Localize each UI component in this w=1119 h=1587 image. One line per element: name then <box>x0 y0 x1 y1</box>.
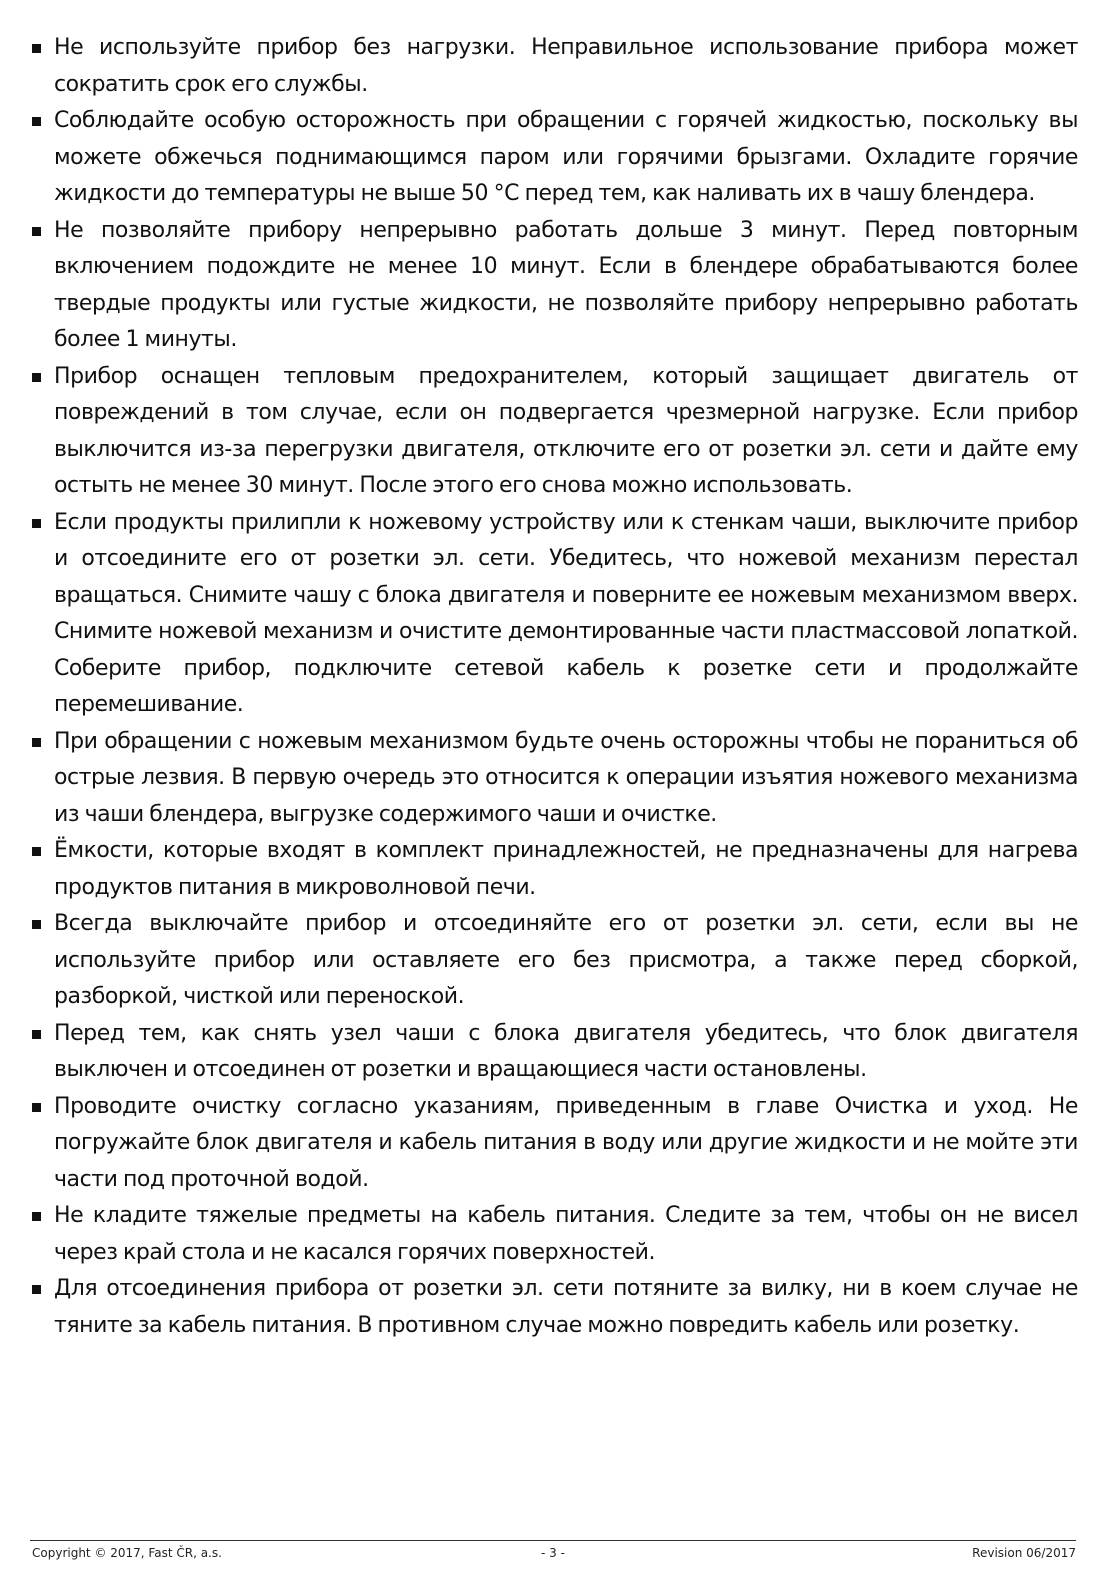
instruction-text: Если продукты прилипли к ножевому устройству или к стенкам чаши, выключите прибор и отсоедините его от розетки эл. сети. Убедитесь, что ножевой механизм перестал вращаться. Снимите чашу с блока двигателя и поверните ее ножевым механизмом вверх. Снимите ножевой механизм и очистите демонтированные части пластмассовой лопаткой. Соберите прибор, подключите сетевой кабель к розетке сети и продолжайте перемешивание. <box>54 509 1078 717</box>
square-bullet-icon <box>32 227 41 236</box>
instruction-text: Прибор оснащен тепловым предохранителем, который защищает двигатель от повреждений в том случае, если он подвергается чрезмерной нагрузке. Если прибор выключится из-за перегрузки двигателя, отключите его от розетки эл. сети и дайте ему остыть не менее 30 минут. После этого его снова можно использовать. <box>54 363 1078 498</box>
instruction-item <box>30 1089 1078 1199</box>
square-bullet-icon <box>32 117 41 126</box>
instruction-text: Для отсоединения прибора от розетки эл. сети потяните за вилку, ни в коем случае не тяните за кабель питания. В противном случае можно повредить кабель или розетку. <box>54 1276 1078 1338</box>
instruction-item <box>30 505 1078 724</box>
square-bullet-icon <box>32 373 41 382</box>
footer-revision: Revision 06/2017 <box>972 1546 1076 1560</box>
instruction-text: Не кладите тяжелые предметы на кабель питания. Следите за тем, чтобы он не висел через край стола и не касался горячих поверхностей. <box>54 1203 1078 1265</box>
instruction-item <box>30 1198 1078 1271</box>
square-bullet-icon <box>32 1030 41 1039</box>
footer-copyright: Copyright © 2017, Fast ČR, a.s. <box>32 1546 222 1560</box>
instruction-item <box>30 724 1078 834</box>
instruction-text: При обращении с ножевым механизмом будьте очень осторожны чтобы не пораниться об острые лезвия. В первую очередь это относится к операции изъятия ножевого механизма из чаши блендера, выгрузке содержимого чаши и очистке. <box>54 728 1078 827</box>
instruction-item <box>30 103 1078 213</box>
instruction-list <box>30 30 1078 1344</box>
instruction-text: Проводите очистку согласно указаниям, приведенным в главе Очистка и уход. Не погружайте блок двигателя и кабель питания в воду или другие жидкости и не мойте эти части под проточной водой. <box>54 1093 1078 1192</box>
instruction-text: Не используйте прибор без нагрузки. Неправильное использование прибора может сократить срок его службы. <box>54 35 1078 97</box>
instruction-text: Перед тем, как снять узел чаши с блока двигателя убедитесь, что блок двигателя выключен и отсоединен от розетки и вращающиеся части остановлены. <box>54 1020 1078 1082</box>
square-bullet-icon <box>32 44 41 53</box>
footer-divider <box>30 1540 1076 1541</box>
square-bullet-icon <box>32 847 41 856</box>
page-footer <box>30 1546 1076 1566</box>
instruction-item <box>30 906 1078 1016</box>
square-bullet-icon <box>32 1103 41 1112</box>
instruction-item <box>30 30 1078 103</box>
square-bullet-icon <box>32 738 41 747</box>
footer-page-number: - 3 - <box>541 1546 565 1560</box>
square-bullet-icon <box>32 1285 41 1294</box>
square-bullet-icon <box>32 519 41 528</box>
instruction-text: Соблюдайте особую осторожность при обращении с горячей жидкостью, поскольку вы можете обжечься поднимающимся паром или горячими брызгами. Охладите горячие жидкости до температуры не выше 50 °C перед тем, как наливать их в чашу блендера. <box>54 108 1078 206</box>
instruction-text: Ёмкости, которые входят в комплект принадлежностей, не предназначены для нагрева продуктов питания в микроволновой печи. <box>54 838 1078 900</box>
instruction-item <box>30 1016 1078 1089</box>
instruction-item <box>30 213 1078 359</box>
instruction-text: Всегда выключайте прибор и отсоединяйте его от розетки эл. сети, если вы не используйте прибор или оставляете его без присмотра, а также перед сборкой, разборкой, чисткой или переноской. <box>54 911 1078 1009</box>
instruction-item <box>30 1271 1078 1344</box>
square-bullet-icon <box>32 1212 41 1221</box>
instruction-item <box>30 833 1078 906</box>
instructions-section <box>30 30 1078 1344</box>
instruction-item <box>30 359 1078 505</box>
square-bullet-icon <box>32 920 41 929</box>
instruction-text: Не позволяйте прибору непрерывно работать дольше 3 минут. Перед повторным включением подождите не менее 10 минут. Если в блендере обрабатываются более твердые продукты или густые жидкости, не позволяйте прибору непрерывно работать более 1 минуты. <box>54 217 1078 352</box>
